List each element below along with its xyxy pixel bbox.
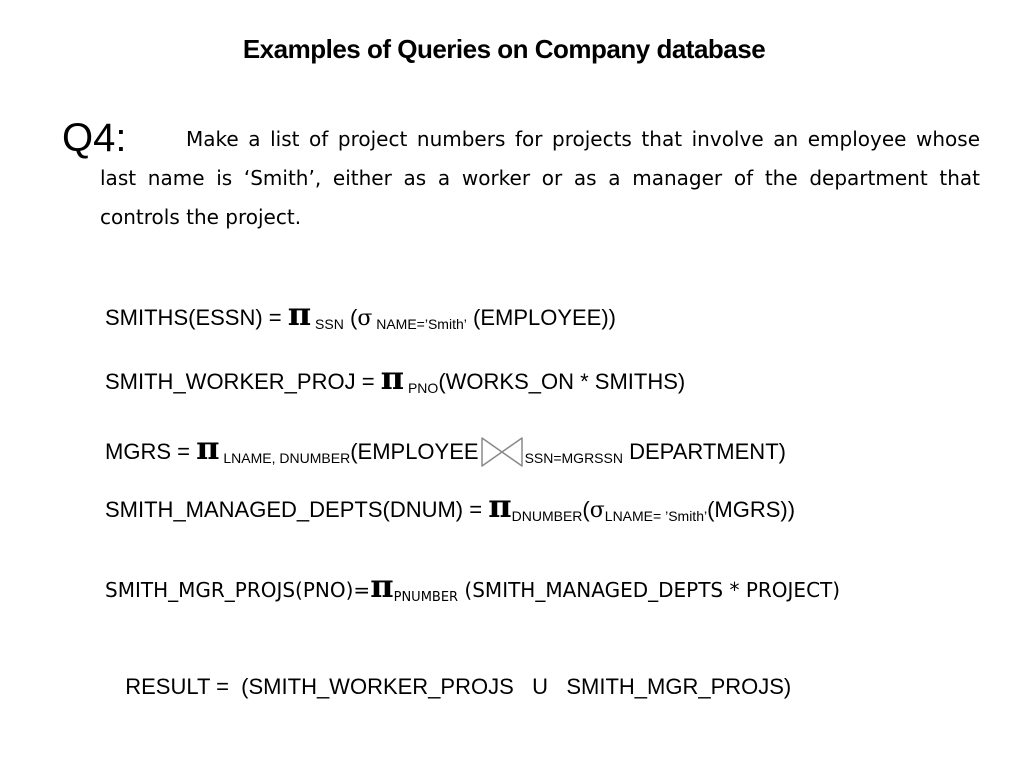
natural-join-icon	[479, 435, 525, 469]
question-label: Q4:	[62, 116, 127, 160]
formula-smiths-rest: (EMPLOYEE))	[466, 305, 617, 330]
formula-result-text: RESULT = (SMITH_WORKER_PROJS U SMITH_MGR_PROJS)	[125, 674, 792, 699]
pi-symbol: π	[287, 295, 312, 333]
formula-depts-open: (	[582, 497, 590, 522]
pi-symbol: π	[488, 487, 512, 525]
question-block	[62, 116, 980, 237]
formula-depts-rest: (MGRS))	[707, 497, 796, 522]
formula-mgr-projs-pi-subscript: PNUMBER	[393, 590, 459, 605]
formula-smiths-sigma-subscript: NAME=’Smith’	[372, 316, 467, 332]
formula-smith-worker-proj	[105, 359, 686, 397]
formula-depts-pi-subscript: DNUMBER	[511, 508, 583, 524]
formula-mgrs-pi-subscript: LNAME, DNUMBER	[219, 450, 351, 466]
formula-worker-rest: (WORKS_ON * SMITHS)	[438, 369, 686, 394]
formula-mgrs-lhs: MGRS =	[105, 439, 197, 464]
formula-mgr-projs-rest: (SMITH_MANAGED_DEPTS * PROJECT)	[458, 578, 841, 602]
pi-symbol: π	[370, 567, 394, 605]
formula-result	[113, 648, 791, 700]
formula-depts-lhs: SMITH_MANAGED_DEPTS(DNUM) =	[105, 497, 489, 522]
question-text: Make a list of project numbers for projects that involve an employee whose last name is ‘Smith’, either as a worker or as a manager of the department that controls the project.	[100, 127, 980, 229]
formula-mgrs	[105, 429, 786, 469]
pi-symbol: π	[380, 359, 405, 397]
sigma-symbol: σ	[589, 498, 605, 523]
slide-title: Examples of Queries on Company database	[242, 34, 766, 64]
formula-worker-pi-subscript: PNO	[404, 380, 439, 396]
formula-smiths-open: (	[343, 305, 358, 330]
formula-smiths	[105, 295, 617, 333]
formula-mgrs-rest-b: DEPARTMENT)	[622, 439, 786, 464]
formula-worker-lhs: SMITH_WORKER_PROJ =	[105, 369, 381, 394]
formula-depts-sigma-subscript: LNAME= ’Smith’	[604, 508, 708, 524]
formula-smiths-pi-subscript: SSN	[311, 316, 344, 332]
formula-mgr-projs-lhs: SMITH_MGR_PROJS(PNO)=	[105, 578, 371, 602]
formula-smith-mgr-projs	[105, 567, 841, 605]
formula-smith-managed-depts	[105, 487, 796, 525]
formula-mgrs-rest-a: (EMPLOYEE	[350, 439, 479, 464]
formula-mgrs-join-subscript: SSN=MGRSSN	[524, 450, 623, 466]
formula-smiths-lhs: SMITHS(ESSN) =	[105, 305, 288, 330]
pi-symbol: π	[196, 429, 220, 467]
sigma-symbol: σ	[357, 306, 373, 331]
